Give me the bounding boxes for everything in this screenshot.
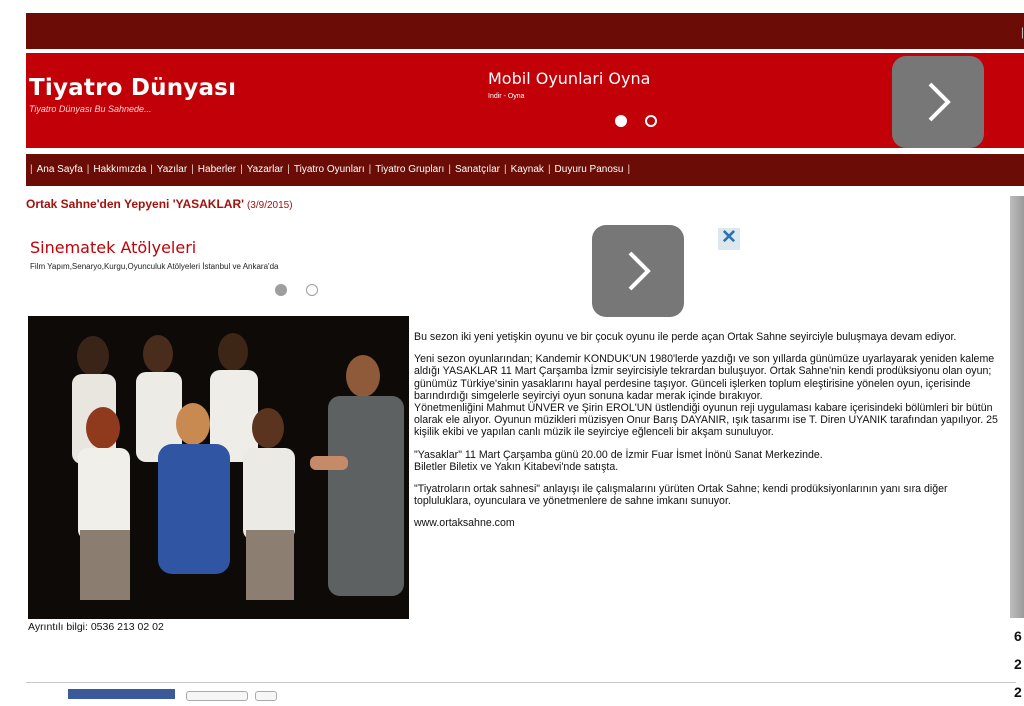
share-button[interactable] xyxy=(186,691,248,701)
article-paragraph: Bu sezon iki yeni yetişkin oyunu ve bir çocuk oyunu ile perde açan Ortak Sahne seyirciyle buluşmaya devam ediyor. xyxy=(414,331,957,343)
nav-item-ana-sayfa[interactable]: Ana Sayfa xyxy=(36,164,83,175)
nav-item-tiyatro-gruplari[interactable]: Tiyatro Grupları xyxy=(375,164,445,175)
article-body xyxy=(414,331,1006,540)
sidebar-number: 2 xyxy=(1014,656,1022,672)
ad-subtitle: Film Yapım,Senaryo,Kurgu,Oyunculuk Atölyeleri İstanbul ve Ankara'da xyxy=(30,262,279,271)
article-paragraph: "Yasaklar" 11 Mart Çarşamba günü 20.00 de İzmir Fuar İsmet İnönü Sanat Merkezinde. xyxy=(414,448,823,461)
ad-next-button[interactable] xyxy=(592,225,684,317)
promo-ad-title[interactable]: Mobil Oyunlari Oyna xyxy=(488,69,651,88)
promo-carousel-dot[interactable] xyxy=(645,115,657,127)
contact-info: Ayrıntılı bilgi: 0536 213 02 02 xyxy=(28,621,164,633)
nav-item-kaynak[interactable]: Kaynak xyxy=(510,164,544,175)
share-count-button[interactable] xyxy=(255,691,277,701)
nav-item-tiyatro-oyunlari[interactable]: Tiyatro Oyunları xyxy=(293,164,365,175)
chevron-right-icon xyxy=(892,56,984,148)
nav-item-yazilar[interactable]: Yazılar xyxy=(156,164,188,175)
nav-item-sanatcilar[interactable]: Sanatçılar xyxy=(454,164,500,175)
sidebar-numbers xyxy=(1014,622,1022,706)
promo-ad-subtitle: Indir - Oyna xyxy=(488,93,525,100)
ad-close-button[interactable] xyxy=(718,228,740,250)
top-bar-separator: | xyxy=(1020,25,1024,39)
ad-title[interactable]: Sinematek Atölyeleri xyxy=(30,238,197,257)
article-title: Ortak Sahne'den Yepyeni 'YASAKLAR' xyxy=(26,197,244,211)
site-header xyxy=(26,53,1024,148)
close-icon: ✕ xyxy=(721,227,737,248)
sidebar-number: 2 xyxy=(1014,684,1022,700)
promo-next-button[interactable] xyxy=(892,56,984,148)
nav-item-hakkimizda[interactable]: Hakkımızda xyxy=(93,164,147,175)
article-paragraph: Yönetmenliğini Mahmut ÜNVER ve Şirin EROL'UN üstlendiği oyunun reji uygulaması kabare içerisindeki bölümleri bir bütün olarak ele alıyor. Oyunun müzikleri müzisyen Onur Barış DAYANIR, ışık tasarımı ise T. Diren UYANIK tarafından yapılıyor. 25 kişilik ekibi ve yapılan canlı müzik ile seyirciye eğlenceli bir akşam sunuluyor. xyxy=(414,402,998,439)
sidebar-number: 6 xyxy=(1014,628,1022,644)
article-paragraph: "Tiyatroların ortak sahnesi" anlayışı ile çalışmalarını yürüten Ortak Sahne; kendi prodüksiyonlarının yanı sıra diğer topluluklara, oyunculara ve yönetmenlere de sahne imkanı sunuyor. xyxy=(414,483,948,508)
ad-carousel-dot-active[interactable] xyxy=(275,284,287,296)
nav-item-yazarlar[interactable]: Yazarlar xyxy=(246,164,284,175)
facebook-like-button[interactable] xyxy=(68,689,175,699)
nav-item-haberler[interactable]: Haberler xyxy=(197,164,237,175)
sidebar-image xyxy=(1010,196,1024,618)
site-title[interactable]: Tiyatro Dünyası xyxy=(29,75,237,101)
top-bar xyxy=(26,13,1024,49)
article-headline xyxy=(26,197,293,211)
article-paragraph: Yeni sezon oyunlarından; Kandemir KONDUK'UN 1980'lerde yazdığı ve son yıllarda günümüze uyarlayarak yeniden kaleme aldığı YASAKLAR 11 Mart Çarşamba İzmir seyircisiyle tekrardan buluşuyor. Ortak Sahne'nin kendi prodüksiyonu olan oyun; günümüz Türkiye'sinin yasaklarını hayal perdesine taşıyor. Günceli işlerken toplum eleştirisine yönelen oyun, içerisinde barındırdığı simgelerle seyirciyi oyun sonuna kadar merak içinde bırakıyor. xyxy=(414,353,995,402)
article-paragraph: Biletler Biletix ve Yakın Kitabevi'nde satışta. xyxy=(414,460,619,473)
article-website-link[interactable]: www.ortaksahne.com xyxy=(414,517,515,530)
content-divider xyxy=(26,682,1016,683)
promo-carousel-dot-active[interactable] xyxy=(615,115,627,127)
article-photo xyxy=(28,316,409,619)
main-nav: | Ana Sayfa | Hakkımızda | Yazılar | Haberler | Yazarlar | Tiyatro Oyunları | Tiyatro Grupları | Sanatçılar | Kaynak | Duyuru Panosu | xyxy=(26,154,1024,186)
article-date: (3/9/2015) xyxy=(246,200,293,211)
ad-carousel-dot[interactable] xyxy=(306,284,318,296)
theatre-scene-image xyxy=(28,316,409,619)
chevron-right-icon xyxy=(592,225,684,317)
nav-item-duyuru-panosu[interactable]: Duyuru Panosu xyxy=(554,164,624,175)
site-tagline: Tiyatro Dünyası Bu Sahnede... xyxy=(29,104,152,114)
